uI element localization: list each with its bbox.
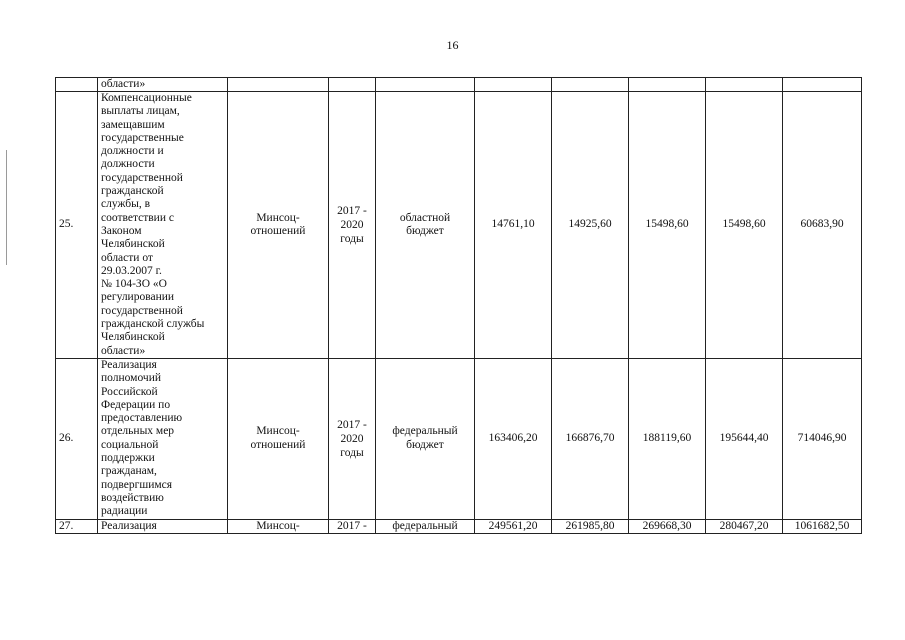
value-cell: 261985,80 — [552, 519, 629, 533]
source-line: областной — [399, 211, 451, 224]
value-cell: 188119,60 — [629, 358, 706, 519]
value-cell — [783, 78, 862, 92]
name-line: должности — [101, 158, 155, 171]
measure-name-cell: Реализация — [98, 519, 228, 533]
period-line: годы — [340, 446, 364, 459]
name-line: полномочий — [101, 372, 161, 385]
program-measures-table — [55, 77, 862, 534]
name-line: государственной — [101, 304, 183, 317]
name-line: радиации — [101, 505, 148, 518]
row-number-cell: 27. — [56, 519, 98, 533]
period-line: 2020 — [340, 432, 364, 445]
funding-source-cell: федеральный — [376, 519, 475, 533]
executor-cell — [228, 78, 329, 92]
total-value-cell: 714046,90 — [783, 358, 862, 519]
funding-source-cell — [376, 78, 475, 92]
name-line: службы, в — [101, 198, 150, 211]
source-line: федеральный — [392, 425, 458, 438]
name-line: гражданам, — [101, 465, 157, 478]
name-line: области от — [101, 251, 153, 264]
value-cell: 249561,20 — [475, 519, 552, 533]
scan-margin-mark — [6, 150, 7, 265]
total-value-cell: 1061682,50 — [783, 519, 862, 533]
period-cell — [329, 78, 376, 92]
name-line: Российской — [101, 385, 158, 398]
name-line: должности и — [101, 145, 164, 158]
source-line: бюджет — [406, 224, 444, 237]
value-cell: 15498,60 — [629, 92, 706, 359]
value-cell: 163406,20 — [475, 358, 552, 519]
table-row — [56, 519, 862, 533]
name-line: отдельных мер — [101, 425, 175, 438]
period-line: 2017 - — [337, 418, 367, 431]
funding-source-cell — [376, 358, 475, 519]
name-line: № 104-ЗО «О — [101, 278, 167, 291]
row-number-cell: 25. — [56, 92, 98, 359]
executor-line: отношений — [250, 224, 306, 237]
measure-name-cell — [98, 92, 228, 359]
period-cell — [329, 92, 376, 359]
measure-name-cell — [98, 358, 228, 519]
table-row — [56, 92, 862, 359]
value-cell — [706, 78, 783, 92]
name-line: соответствии с — [101, 211, 174, 224]
name-line: выплаты лицам, — [101, 105, 180, 118]
value-cell: 280467,20 — [706, 519, 783, 533]
period-line: годы — [340, 232, 364, 245]
name-line: воздействию — [101, 491, 164, 504]
name-line: предоставлению — [101, 412, 183, 425]
row-number-cell: 26. — [56, 358, 98, 519]
value-cell: 14761,10 — [475, 92, 552, 359]
period-line: 2017 - — [337, 204, 367, 217]
name-line: Федерации по — [101, 398, 171, 411]
name-line: гражданской службы — [101, 318, 205, 331]
period-line: 2020 — [340, 218, 364, 231]
measure-name-cell: области» — [98, 78, 228, 92]
name-line: социальной — [101, 438, 159, 451]
name-line: Законом — [101, 224, 142, 237]
total-value-cell: 60683,90 — [783, 92, 862, 359]
source-line: бюджет — [406, 438, 444, 451]
value-cell: 15498,60 — [706, 92, 783, 359]
table-row — [56, 78, 862, 92]
value-cell — [475, 78, 552, 92]
name-line: поддержки — [101, 452, 155, 465]
executor-line: Минсоц- — [256, 211, 300, 224]
period-cell — [329, 358, 376, 519]
value-cell — [629, 78, 706, 92]
name-line: гражданской — [101, 185, 164, 198]
name-line: замещавшим — [101, 118, 165, 131]
value-cell — [552, 78, 629, 92]
name-line: подвергшимся — [101, 478, 173, 491]
page-number: 16 — [446, 38, 459, 52]
row-number-cell — [56, 78, 98, 92]
funding-source-cell — [376, 92, 475, 359]
name-line: Реализация — [101, 358, 157, 371]
name-line: Компенсационные — [101, 92, 192, 104]
value-cell: 166876,70 — [552, 358, 629, 519]
executor-cell — [228, 92, 329, 359]
value-cell: 195644,40 — [706, 358, 783, 519]
name-line: 29.03.2007 г. — [101, 264, 162, 277]
name-line: регулировании — [101, 291, 175, 304]
name-line: государственные — [101, 131, 184, 144]
value-cell: 269668,30 — [629, 519, 706, 533]
name-line: Челябинской — [101, 331, 165, 344]
period-cell: 2017 - — [329, 519, 376, 533]
executor-line: отношений — [250, 438, 306, 451]
name-line: области» — [101, 344, 146, 357]
executor-cell — [228, 358, 329, 519]
value-cell: 14925,60 — [552, 92, 629, 359]
name-line: Челябинской — [101, 238, 165, 251]
executor-line: Минсоц- — [256, 425, 300, 438]
executor-cell: Минсоц- — [228, 519, 329, 533]
table-row — [56, 358, 862, 519]
name-line: государственной — [101, 171, 183, 184]
